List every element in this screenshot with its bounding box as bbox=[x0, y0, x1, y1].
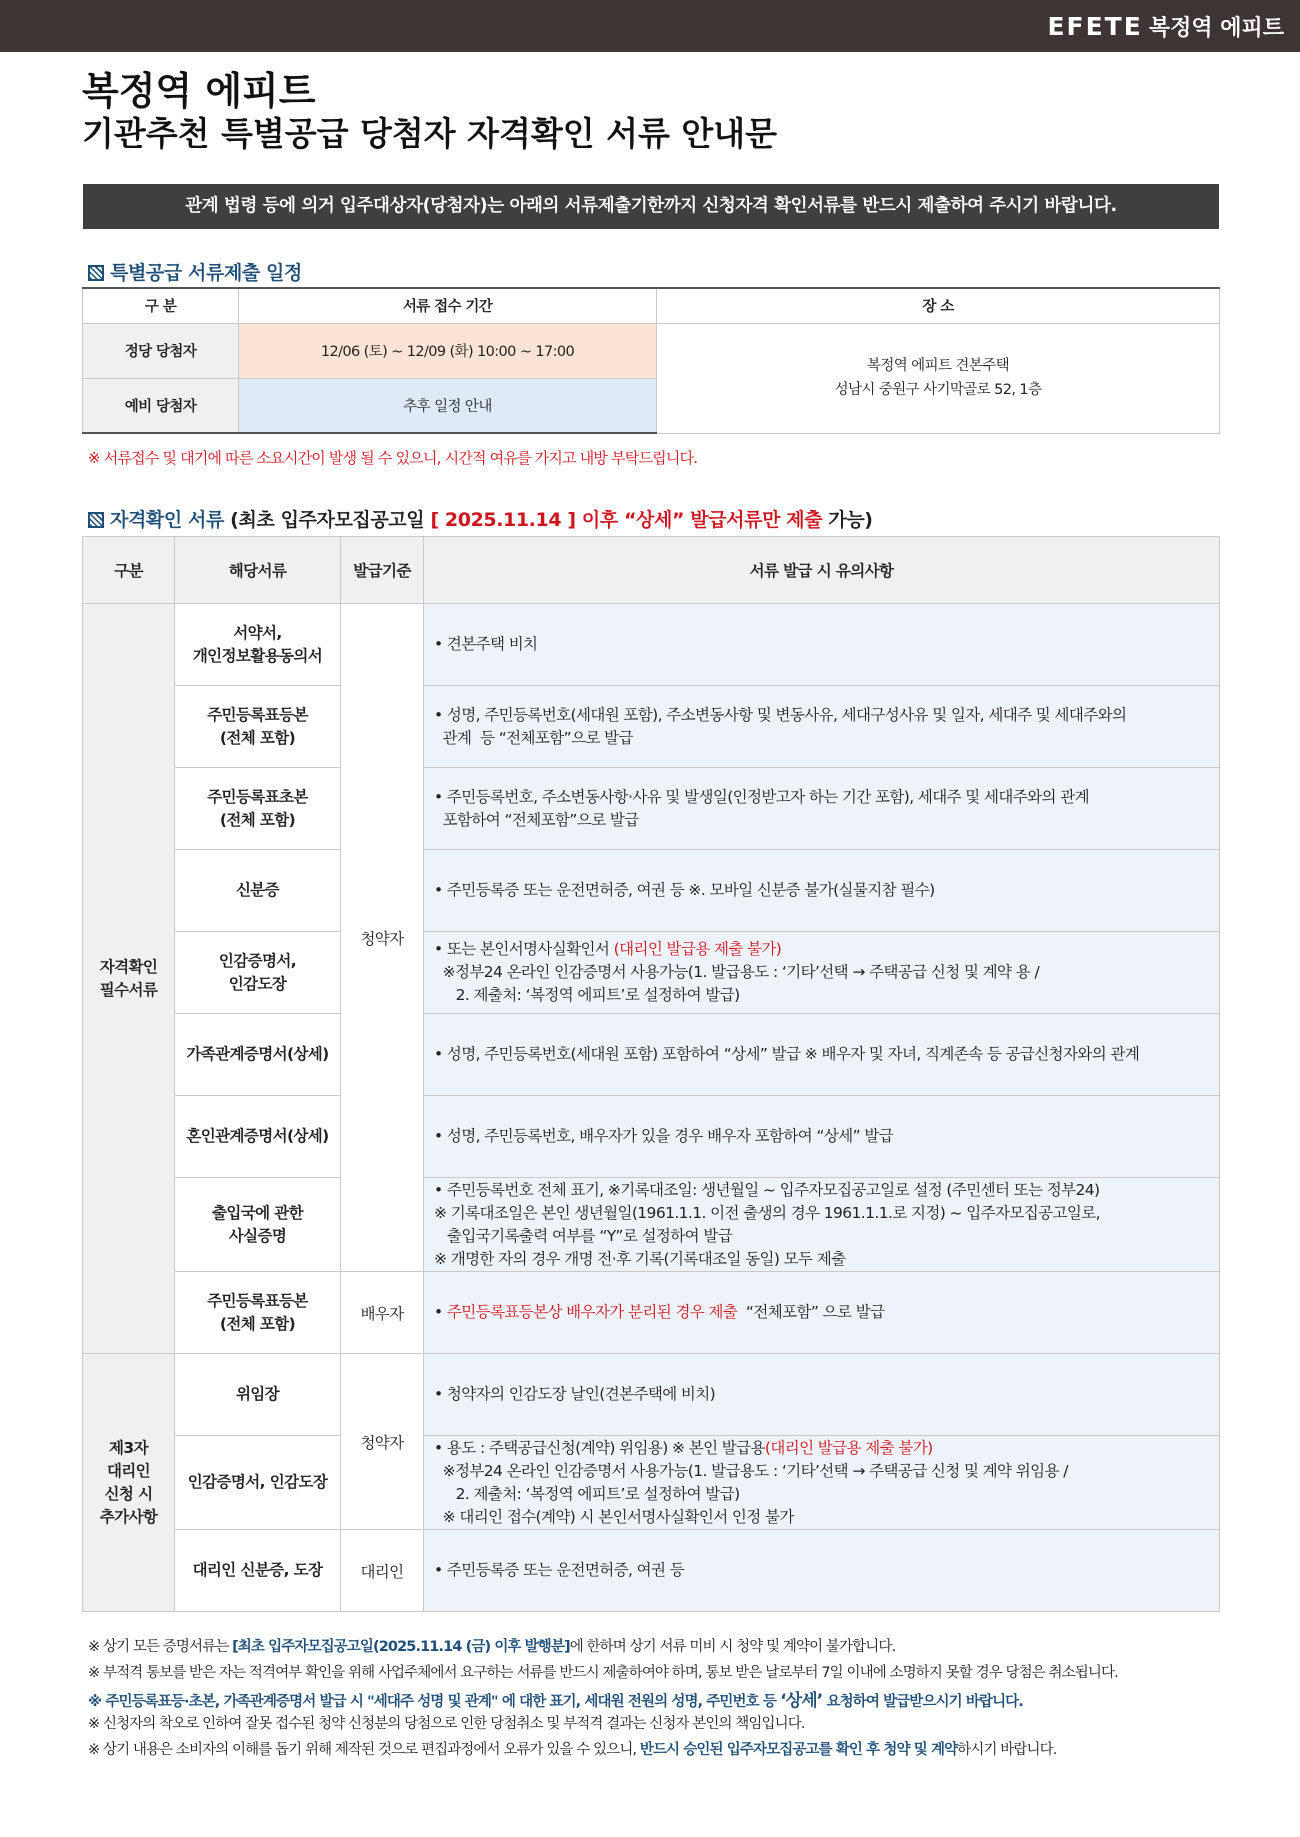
doc-note: • 주민등록번호, 주소변동사항·사유 및 발생일(인정받고자 하는 기간 포함), 세대주 및 세대주와의 관계 포함하여 “전체포함”으로 발급 bbox=[424, 768, 1220, 850]
table-row bbox=[83, 1354, 1220, 1436]
doc-note: • 또는 본인서명사실확인서 (대리인 발급용 제출 불가) ※정부24 온라인 인감증명서 사용가능(1. 발급용도 : ‘기타’선택 → 주택공급 신청 및 계약 용 / 2. 제출처: ‘복정역 에피트’로 설정하여 발급) bbox=[424, 932, 1220, 1014]
doc-name: 주민등록표등본 (전체 포함) bbox=[175, 686, 341, 768]
doc-note: • 주민등록증 또는 운전면허증, 여권 등 ※. 모바일 신분증 불가(실물지참 필수) bbox=[424, 850, 1220, 932]
table-header: 장 소 bbox=[657, 288, 1220, 323]
hatched-box-icon bbox=[88, 265, 104, 281]
footer-note-3: ※ 주민등록표등·초본, 가족관계증명서 발급 시 "세대주 성명 및 관계" 에 대한 표기, 세대원 전원의 성명, 주민번호 등 ‘상세’ 요청하여 발급받으시기 바랍니다. bbox=[88, 1691, 1023, 1711]
table-row bbox=[83, 1436, 1220, 1530]
footer-note-1: ※ 상기 모든 증명서류는 [최초 입주자모집공고일(2025.11.14 (금) 이후 발행분]에 한하며 상기 서류 미비 시 청약 및 계약이 불가합니다. bbox=[88, 1639, 896, 1655]
doc-name: 위임장 bbox=[175, 1354, 341, 1436]
schedule-period: 12/06 (토) ~ 12/09 (화) 10:00 ~ 17:00 bbox=[239, 323, 657, 378]
table-header: 구 분 bbox=[83, 288, 239, 323]
docs-section-title: 자격확인 서류 (최초 입주자모집공고일 [ 2025.11.14 ] 이후 “상세” 발급서류만 제출 가능) bbox=[88, 505, 873, 532]
doc-name: 혼인관계증명서(상세) bbox=[175, 1096, 341, 1178]
doc-name: 서약서, 개인정보활용동의서 bbox=[175, 604, 341, 686]
doc-note: • 성명, 주민등록번호(세대원 포함), 주소변동사항 및 변동사유, 세대구성사유 및 일자, 세대주 및 세대주와의 관계 등 “전체포함”으로 발급 bbox=[424, 686, 1220, 768]
doc-note: • 성명, 주민등록번호(세대원 포함) 포함하여 “상세” 발급 ※ 배우자 및 자녀, 직계존속 등 공급신청자와의 관계 bbox=[424, 1014, 1220, 1096]
doc-name: 출입국에 관한 사실증명 bbox=[175, 1178, 341, 1272]
doc-name: 가족관계증명서(상세) bbox=[175, 1014, 341, 1096]
doc-name: 주민등록표등본 (전체 포함) bbox=[175, 1272, 341, 1354]
table-row bbox=[83, 1014, 1220, 1096]
table-row bbox=[83, 850, 1220, 932]
doc-note: • 성명, 주민등록번호, 배우자가 있을 경우 배우자 포함하여 “상세” 발급 bbox=[424, 1096, 1220, 1178]
table-row bbox=[83, 686, 1220, 768]
doc-note: • 주민등록번호 전체 표기, ※기록대조일: 생년월일 ~ 입주자모집공고일로 설정 (주민센터 또는 정부24) ※ 기록대조일은 본인 생년월일(1961.1.1. 이전 출생의 경우 1961.1.1.로 지정) ~ 입주자모집공고일로, 출입국기록출력 여부를 “Y”로 설정하여 발급 ※ 개명한 자의 경우 개명 전·후 기록(기록대조일 동일) 모두 제출 bbox=[424, 1178, 1220, 1272]
schedule-warning: ※ 서류접수 및 대기에 따른 소요시간이 발생 될 수 있으니, 시간적 여유를 가지고 내방 부탁드립니다. bbox=[88, 449, 698, 467]
table-header: 구분 bbox=[83, 537, 175, 604]
page-title: 복정역 에피트 bbox=[82, 69, 316, 113]
schedule-type: 예비 당첨자 bbox=[83, 378, 239, 433]
footer-note-2: ※ 부적격 통보를 받은 자는 적격여부 확인을 위해 사업주체에서 요구하는 서류를 반드시 제출하여야 하며, 통보 받은 날로부터 7일 이내에 소명하지 못할 경우 당첨은 취소됩니다. bbox=[88, 1665, 1118, 1681]
top-bar bbox=[0, 0, 1300, 52]
brand-logo bbox=[1047, 11, 1284, 42]
table-row bbox=[83, 1178, 1220, 1272]
notice-banner: 관계 법령 등에 의거 입주대상자(당첨자)는 아래의 서류제출기한까지 신청자격 확인서류를 반드시 제출하여 주시기 바랍니다. bbox=[83, 184, 1219, 229]
schedule-section-title: 특별공급 서류제출 일정 bbox=[88, 258, 302, 285]
table-row bbox=[83, 1272, 1220, 1354]
doc-note: • 청약자의 인감도장 날인(견본주택에 비치) bbox=[424, 1354, 1220, 1436]
table-row bbox=[83, 1530, 1220, 1612]
brand-ko: 복정역 에피트 bbox=[1148, 16, 1284, 41]
issue-standard: 대리인 bbox=[341, 1530, 424, 1612]
schedule-table bbox=[82, 287, 1220, 434]
doc-note: • 주민등록증 또는 운전면허증, 여권 등 bbox=[424, 1530, 1220, 1612]
hatched-box-icon bbox=[88, 512, 104, 528]
table-header: 서류 발급 시 유의사항 bbox=[424, 537, 1220, 604]
page-subtitle: 기관추천 특별공급 당첨자 자격확인 서류 안내문 bbox=[82, 114, 778, 153]
doc-name: 인감증명서, 인감도장 bbox=[175, 1436, 341, 1530]
table-row bbox=[83, 604, 1220, 686]
category-required: 자격확인 필수서류 bbox=[83, 604, 175, 1354]
documents-table bbox=[82, 536, 1220, 1612]
schedule-type: 정당 당첨자 bbox=[83, 323, 239, 378]
doc-name: 신분증 bbox=[175, 850, 341, 932]
table-header: 발급기준 bbox=[341, 537, 424, 604]
table-header: 해당서류 bbox=[175, 537, 341, 604]
doc-note: • 주민등록표등본상 배우자가 분리된 경우 제출 “전체포함” 으로 발급 bbox=[424, 1272, 1220, 1354]
issue-standard: 청약자 bbox=[341, 1354, 424, 1530]
doc-name: 대리인 신분증, 도장 bbox=[175, 1530, 341, 1612]
brand-en: EFETE bbox=[1047, 12, 1143, 41]
issue-standard: 배우자 bbox=[341, 1272, 424, 1354]
table-row bbox=[83, 768, 1220, 850]
doc-name: 주민등록표초본 (전체 포함) bbox=[175, 768, 341, 850]
doc-name: 인감증명서, 인감도장 bbox=[175, 932, 341, 1014]
doc-note: • 용도 : 주택공급신청(계약) 위임용) ※ 본인 발급용(대리인 발급용 제출 불가) ※정부24 온라인 인감증명서 사용가능(1. 발급용도 : ‘기타’선택 → 주택공급 신청 및 계약 위임용 / 2. 제출처: ‘복정역 에피트’로 설정하여 발급) ※ 대리인 접수(계약) 시 본인서명사실확인서 인정 불가 bbox=[424, 1436, 1220, 1530]
doc-note: • 견본주택 비치 bbox=[424, 604, 1220, 686]
table-header: 서류 접수 기간 bbox=[239, 288, 657, 323]
category-agent: 제3자 대리인 신청 시 추가사항 bbox=[83, 1354, 175, 1612]
footer-note-4: ※ 신청자의 착오로 인하여 잘못 접수된 청약 신청분의 당첨으로 인한 당첨취소 및 부적격 결과는 신청자 본인의 책임입니다. bbox=[88, 1716, 805, 1732]
issue-standard: 청약자 bbox=[341, 604, 424, 1272]
table-row bbox=[83, 932, 1220, 1014]
table-row bbox=[83, 1096, 1220, 1178]
footer-note-5: ※ 상기 내용은 소비자의 이해를 돕기 위해 제작된 것으로 편집과정에서 오류가 있을 수 있으니, 반드시 승인된 입주자모집공고를 확인 후 청약 및 계약하시기 바랍니다. bbox=[88, 1742, 1057, 1758]
schedule-place: 복정역 에피트 견본주택 성남시 중원구 사기막골로 52, 1층 bbox=[657, 323, 1220, 433]
schedule-period: 추후 일정 안내 bbox=[239, 378, 657, 433]
